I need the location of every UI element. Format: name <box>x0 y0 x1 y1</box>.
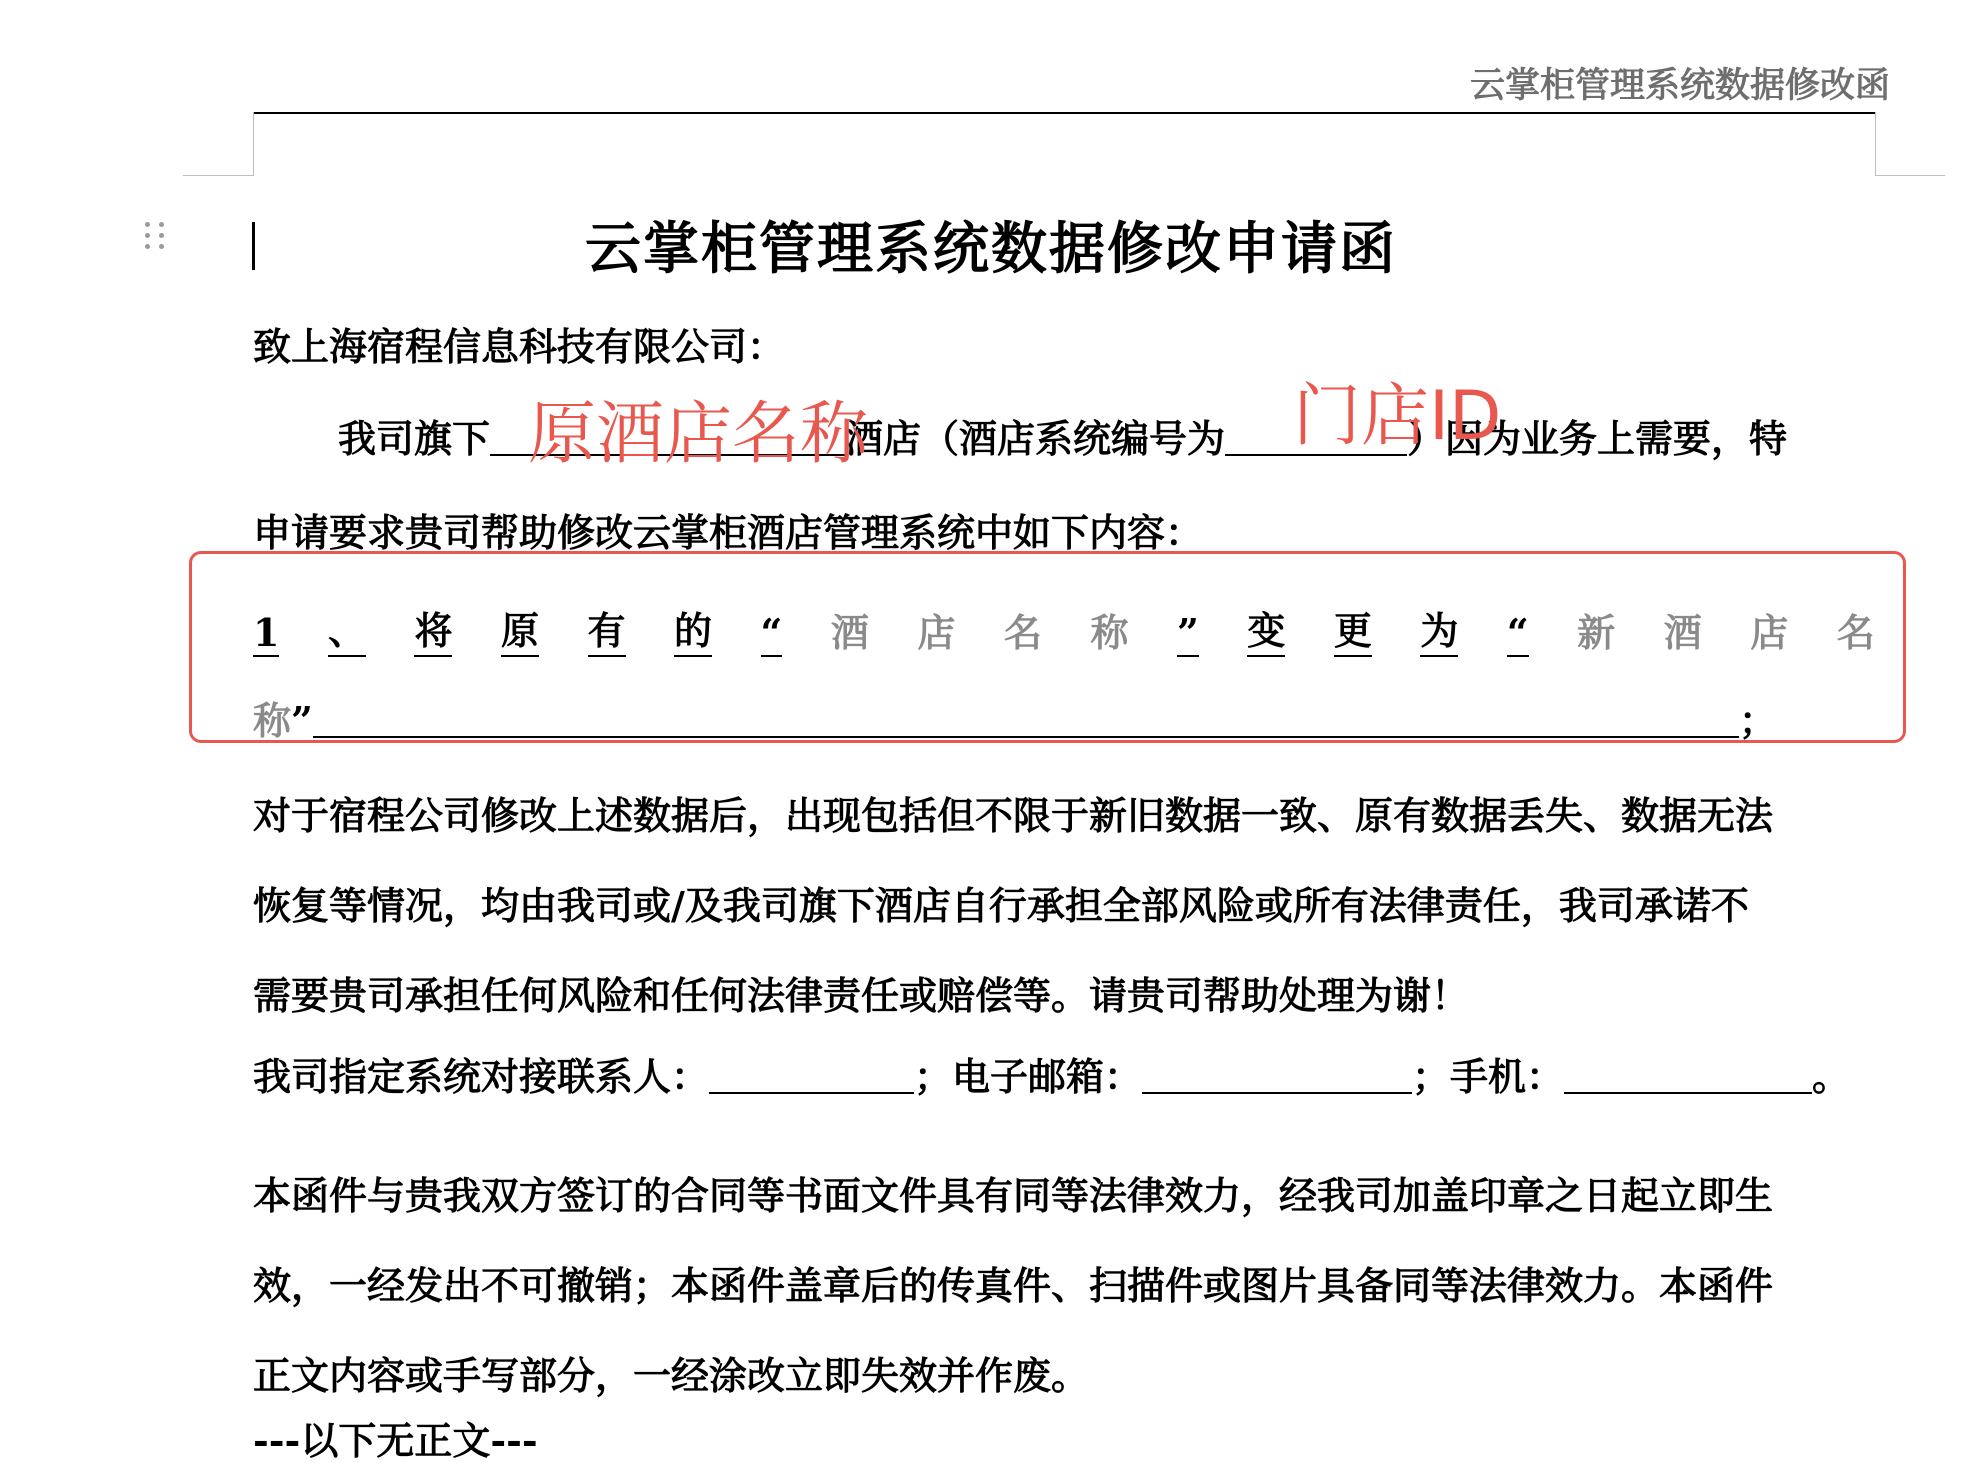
disclaimer-line-1[interactable]: 对于宿程公司修改上述数据后，出现包括但不限于新旧数据一致、原有数据丢失、数据无法 <box>253 793 1774 838</box>
phone-label: ；手机： <box>1412 1054 1565 1099</box>
contact-person-label: 我司指定系统对接联系人： <box>253 1054 710 1099</box>
header-rule <box>253 112 1875 114</box>
disclaimer-line-3[interactable]: 需要贵司承担任何风险和任何法律责任或赔偿等。请贵司帮助处理为谢！ <box>253 973 1470 1018</box>
crop-mark-left-horizontal <box>183 175 253 176</box>
new-hotel-name-char: 名 <box>1836 610 1875 655</box>
item-char: 为 <box>1420 600 1458 657</box>
old-hotel-name-char: 称 <box>1090 610 1129 655</box>
phone-blank[interactable] <box>1564 1058 1812 1094</box>
crop-mark-right-vertical <box>1875 112 1876 176</box>
contact-person-blank[interactable] <box>709 1058 914 1094</box>
old-hotel-name-char: 店 <box>917 610 956 655</box>
drag-handle-icon[interactable] <box>145 222 169 252</box>
salutation[interactable]: 致上海宿程信息科技有限公司： <box>253 324 786 369</box>
disclaimer-line-2[interactable]: 恢复等情况，均由我司或/及我司旗下酒店自行承担全部风险或所有法律责任，我司承诺不 <box>253 883 1749 928</box>
contact-line[interactable] <box>253 1054 1851 1099</box>
crop-mark-left-vertical <box>253 112 254 176</box>
item-char: 有 <box>588 600 626 657</box>
validity-line-2[interactable]: 效，一经发出不可撤销；本函件盖章后的传真件、扫描件或图片具备同等法律效力。本函件 <box>253 1263 1774 1308</box>
intro-text-2: 酒店（酒店系统编号为 <box>845 416 1226 461</box>
close-quote: ” <box>291 698 313 743</box>
item-char: 原 <box>501 600 539 657</box>
new-hotel-name-char: 新 <box>1577 610 1616 655</box>
validity-line-1[interactable]: 本函件与贵我双方签订的合同等书面文件具有同等法律效力，经我司加盖印章之日起立即生 <box>253 1173 1774 1218</box>
item-1-line-1[interactable] <box>253 600 1875 657</box>
item-char: 、 <box>328 600 366 657</box>
page-header-text: 云掌柜管理系统数据修改函 <box>1469 65 1890 106</box>
item-char: 将 <box>414 600 452 657</box>
intro-text-1: 我司旗下 <box>338 416 491 461</box>
new-hotel-name-char: 酒 <box>1663 610 1702 655</box>
contact-end: 。 <box>1812 1054 1851 1099</box>
validity-line-3[interactable]: 正文内容或手写部分，一经涂改立即失效并作废。 <box>253 1353 1090 1398</box>
document-title[interactable]: 云掌柜管理系统数据修改申请函 <box>585 216 1397 282</box>
new-hotel-name-char: 称 <box>253 698 292 743</box>
item-char: “ <box>1506 610 1529 655</box>
item-char: 的 <box>674 600 712 657</box>
item-char: 更 <box>1334 600 1372 657</box>
item-char: ” <box>1176 610 1199 655</box>
item-1-line-2[interactable] <box>253 690 1777 745</box>
crop-mark-right-horizontal <box>1875 175 1945 176</box>
item-char: “ <box>760 610 783 655</box>
email-label: ；电子邮箱： <box>914 1054 1143 1099</box>
intro-line-2[interactable]: 申请要求贵司帮助修改云掌柜酒店管理系统中如下内容： <box>253 510 1204 555</box>
old-hotel-name-char: 名 <box>1003 610 1042 655</box>
old-hotel-name-char: 酒 <box>830 610 869 655</box>
email-blank[interactable] <box>1142 1058 1412 1094</box>
annotation-store-id: 门店ID <box>1293 377 1502 456</box>
annotation-hotel-name: 原酒店名称 <box>528 395 869 474</box>
item-char: 1 <box>253 610 280 655</box>
end-marker[interactable]: ---以下无正文--- <box>253 1418 538 1463</box>
item-1-end: ； <box>1738 698 1777 743</box>
item-char: 变 <box>1247 600 1285 657</box>
new-hotel-name-char: 店 <box>1750 610 1789 655</box>
item-1-underline[interactable] <box>313 702 1739 738</box>
intro-text-3: ）因为业务上需要，特 <box>1407 416 1788 461</box>
